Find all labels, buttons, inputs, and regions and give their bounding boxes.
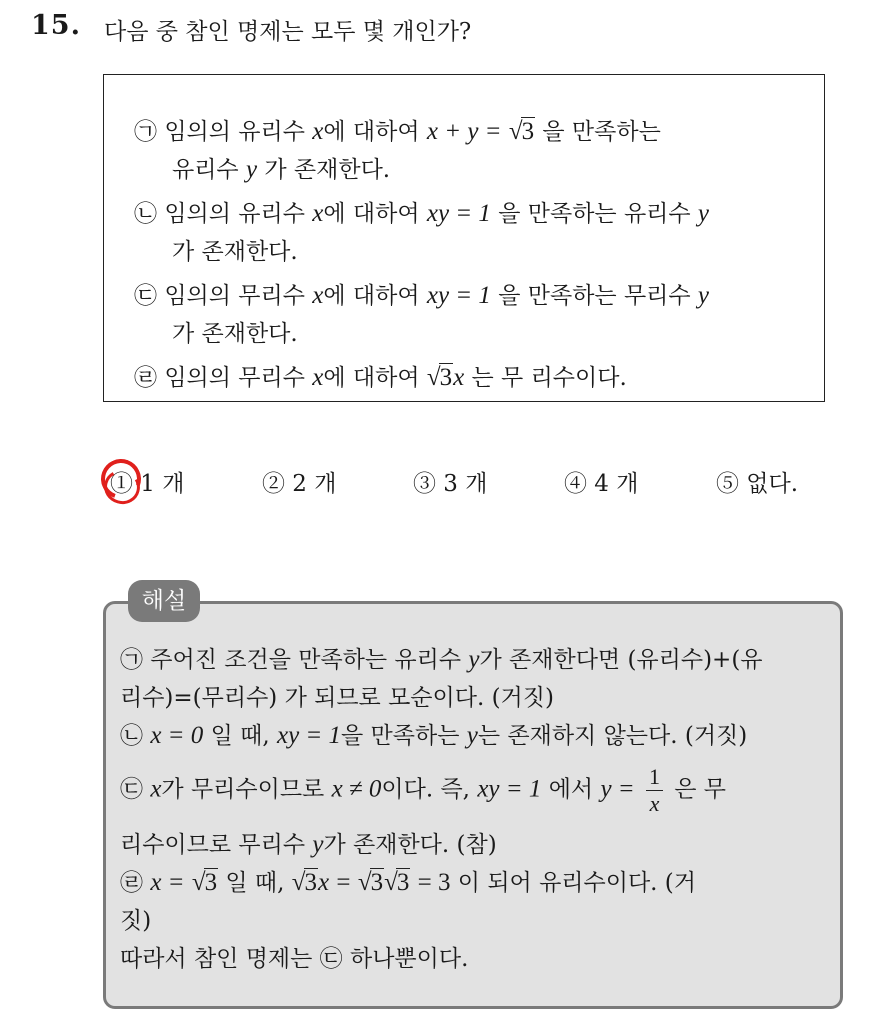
math-var: y: [466, 722, 478, 749]
solution-line-8: [120, 940, 468, 973]
solution-text: 리수이므로 무리수: [120, 832, 306, 858]
statement-text: 에 대하여: [323, 201, 420, 227]
math-expr: xy = 1: [477, 775, 542, 803]
math-var: y: [312, 831, 324, 858]
solution-line-7: [120, 902, 151, 935]
solution-marker: ㉢: [120, 776, 143, 803]
math-expr: x ≠ 0: [331, 775, 382, 803]
statement-text: 가 존재한다.: [172, 321, 298, 347]
sqrt-expr: √3: [291, 869, 317, 896]
statement-1-cont: [172, 151, 390, 184]
statement-marker: ㉣: [134, 365, 157, 391]
math-var: y: [697, 200, 710, 227]
statement-box: [103, 74, 825, 402]
statement-marker: ㉡: [134, 201, 157, 227]
statement-text: 유리수: [172, 157, 239, 183]
statement-2-cont: [172, 233, 298, 266]
math-var: x: [312, 364, 324, 391]
math-expr: x = 0: [150, 722, 204, 749]
math-var: x: [312, 118, 324, 145]
math-var: y: [245, 156, 258, 183]
solution-text: 가 무리수이므로: [161, 776, 325, 803]
solution-text: 을 만족하는: [341, 723, 460, 749]
solution-line-2: [120, 679, 554, 712]
solution-text: 는 존재하지 않는다. (거짓): [477, 723, 748, 749]
solution-text: 따라서 참인 명제는 ㉢ 하나뿐이다.: [120, 946, 469, 972]
statement-text: 에 대하여: [323, 119, 420, 145]
choice-5[interactable]: ⑤ 없다.: [716, 471, 799, 497]
sqrt-expr: √3: [357, 869, 384, 896]
solution-text: 이다. 즉,: [381, 776, 470, 803]
statement-text: 가 존재한다.: [172, 239, 298, 265]
statement-text: 임의의 무리수: [164, 283, 305, 309]
statement-text: 임의의 유리수: [164, 201, 305, 227]
math-expr: = 3: [417, 869, 451, 896]
solution-text: 가 존재한다면 (유리수)+(유: [479, 647, 763, 673]
math-var: y: [468, 646, 480, 673]
math-var: x: [312, 200, 324, 227]
statement-marker: ㉢: [134, 283, 157, 309]
math-expr: =: [336, 869, 351, 896]
math-expr: xy = 1: [426, 282, 491, 309]
sqrt-expr: √3: [191, 869, 218, 896]
statement-text: 임의의 무리수: [164, 365, 305, 391]
solution-tag: 해설: [128, 580, 200, 622]
sqrt-expr: √3: [426, 364, 453, 391]
sqrt-expr: √3: [508, 118, 535, 145]
math-var: x: [318, 869, 330, 896]
choice-3[interactable]: ③ 3 개: [413, 471, 488, 497]
solution-marker: ㉡: [120, 723, 143, 749]
statement-3-cont: [172, 315, 298, 348]
question-number: 15.: [31, 10, 81, 41]
solution-text: 짓): [120, 908, 152, 934]
solution-text: 가 존재한다. (참): [323, 832, 497, 858]
statement-text: 에 대하여: [323, 283, 420, 309]
solution-text: 일 때,: [210, 723, 270, 749]
math-var: y: [697, 282, 710, 309]
math-expr: x + y =: [426, 118, 502, 145]
sqrt-expr: √3: [384, 869, 410, 896]
statement-marker: ㉠: [134, 119, 157, 145]
statement-text: 을 만족하는 무리수: [498, 283, 691, 309]
solution-text: 에서: [548, 776, 594, 803]
choice-4[interactable]: ④ 4 개: [564, 471, 639, 497]
math-var: x: [150, 775, 162, 803]
solution-text: 일 때,: [225, 870, 285, 896]
solution-line-1: [120, 641, 763, 674]
solution-text: 이 되어 유리수이다. (거: [457, 870, 696, 896]
statement-text: 임의의 유리수: [164, 119, 305, 145]
solution-text: ㉠ 주어진 조건을 만족하는 유리수: [120, 647, 462, 673]
solution-line-3: [120, 717, 747, 750]
solution-marker: ㉣: [120, 870, 143, 896]
statement-text: 가 존재한다.: [264, 157, 391, 183]
math-expr: y =: [600, 775, 635, 803]
math-var: x: [453, 364, 465, 391]
statement-4: [134, 359, 627, 392]
math-expr: xy = 1: [426, 200, 491, 227]
math-expr: xy = 1: [276, 722, 342, 749]
choice-1[interactable]: ① 1 개: [110, 471, 185, 497]
solution-text: 은 무: [674, 776, 727, 803]
statement-3: [134, 277, 709, 310]
solution-line-5: [120, 826, 497, 859]
math-var: x: [312, 282, 324, 309]
statement-text: 는 무 리수이다.: [471, 365, 627, 391]
statement-text: 을 만족하는: [542, 119, 661, 145]
solution-line-4: [120, 764, 726, 817]
solution-text: 리수)=(무리수) 가 되므로 모순이다. (거짓): [120, 685, 554, 711]
statement-2: [134, 195, 709, 228]
statement-1: [134, 113, 661, 146]
math-expr: x =: [150, 869, 185, 896]
solution-line-6: [120, 864, 696, 897]
fraction: $\frac{1}{x}$: [646, 764, 663, 817]
statement-text: 에 대하여: [323, 365, 420, 391]
statement-text: 을 만족하는 유리수: [498, 201, 691, 227]
question-text: 다음 중 참인 명제는 모두 몇 개인가?: [104, 19, 472, 45]
choice-2[interactable]: ② 2 개: [262, 471, 337, 497]
